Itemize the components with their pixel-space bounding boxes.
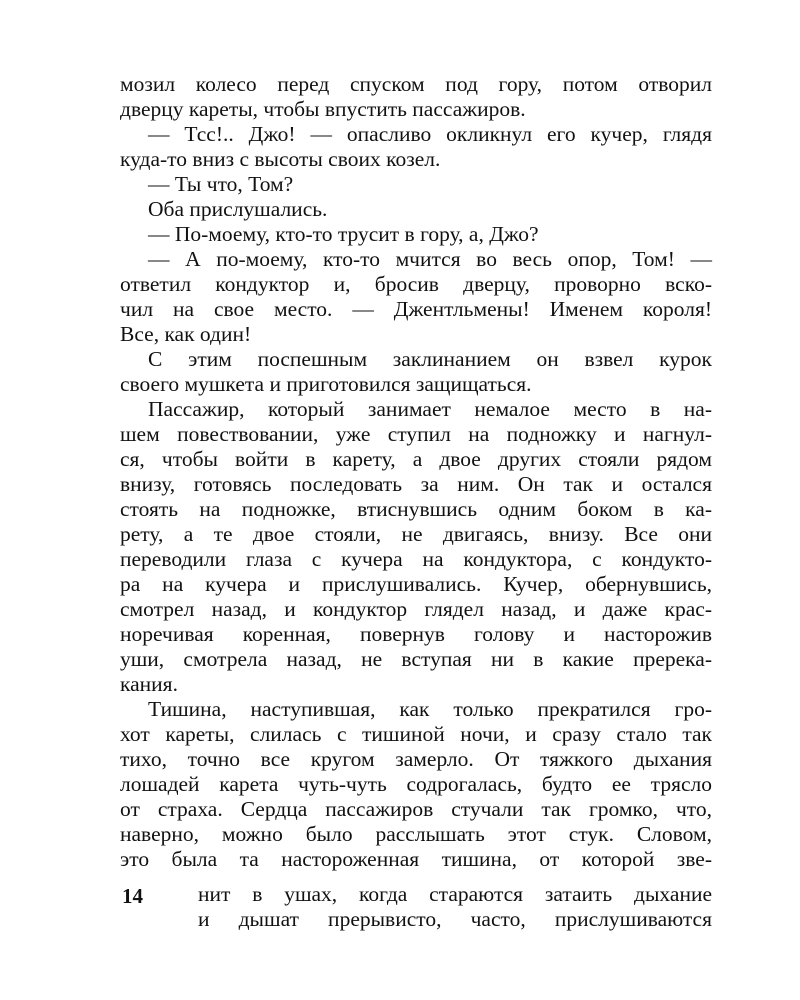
text-line: Тишина, наступившая, как только прекратился гро- [148, 697, 712, 721]
text-line: своего мушкета и приготовился защищаться. [120, 372, 532, 396]
text-line: лошадей карета чуть-чуть содрогалась, будто ее трясло [120, 772, 712, 796]
text-line: Оба прислушались. [148, 197, 328, 221]
text-line: хот кареты, слилась с тишиной ночи, и сразу стало так [120, 722, 712, 746]
text-line: Все, как один! [120, 322, 252, 346]
text-line: С этим поспешным заклинанием он взвел курок [148, 347, 712, 371]
page-footer [120, 882, 712, 932]
page-text [120, 72, 712, 872]
text-line: ответил кондуктор и, бросив дверцу, проворно вско- [120, 272, 712, 296]
text-line: — А по-моему, кто-то мчится во весь опор, Том! — [148, 247, 712, 271]
text-line: и дышат прерывисто, часто, прислушиваются [198, 907, 712, 931]
text-line: это была та настороженная тишина, от которой зве- [120, 847, 712, 871]
text-line: рету, а те двое стояли, не двигаясь, внизу. Все они [120, 522, 712, 546]
text-line: Пассажир, который занимает немалое место в на- [148, 397, 712, 421]
text-line: куда-то вниз с высоты своих козел. [120, 147, 441, 171]
text-line: чил на свое место. — Джентльмены! Именем короля! [120, 297, 712, 321]
text-line: мозил колесо перед спуском под гору, потом отворил [120, 72, 712, 96]
text-line: — Ты что, Том? [148, 172, 294, 196]
text-line: стоять на подножке, втиснувшись одним боком в ка- [120, 497, 712, 521]
text-line: переводили глаза с кучера на кондуктора, с кондукто- [120, 547, 712, 571]
text-line: дверцу кареты, чтобы впустить пассажиров. [120, 97, 526, 121]
text-line: кания. [120, 672, 178, 696]
text-line: тихо, точно все кругом замерло. От тяжкого дыхания [120, 747, 712, 771]
text-line: ра на кучера и прислушивались. Кучер, обернувшись, [120, 572, 712, 596]
text-line: норечивая коренная, повернув голову и насторожив [120, 622, 712, 646]
page-number: 14 [122, 884, 143, 908]
text-line: от страха. Сердца пассажиров стучали так громко, что, [120, 797, 712, 821]
text-line: смотрел назад, и кондуктор глядел назад, и даже крас- [120, 597, 712, 621]
text-line: — По-моему, кто-то трусит в гору, а, Джо? [148, 222, 539, 246]
text-line: наверно, можно было расслышать этот стук. Словом, [120, 822, 712, 846]
text-line: внизу, готовясь последовать за ним. Он так и остался [120, 472, 712, 496]
text-line: — Тсс!.. Джо! — опасливо окликнул его кучер, глядя [148, 122, 712, 146]
text-line: уши, смотрела назад, не вступая ни в какие пререка- [120, 647, 712, 671]
text-line: шем повествовании, уже ступил на подножку и нагнул- [120, 422, 712, 446]
text-line: нит в ушах, когда стараются затаить дыхание [198, 882, 712, 906]
text-line: ся, чтобы войти в карету, а двое других стояли рядом [120, 447, 712, 471]
